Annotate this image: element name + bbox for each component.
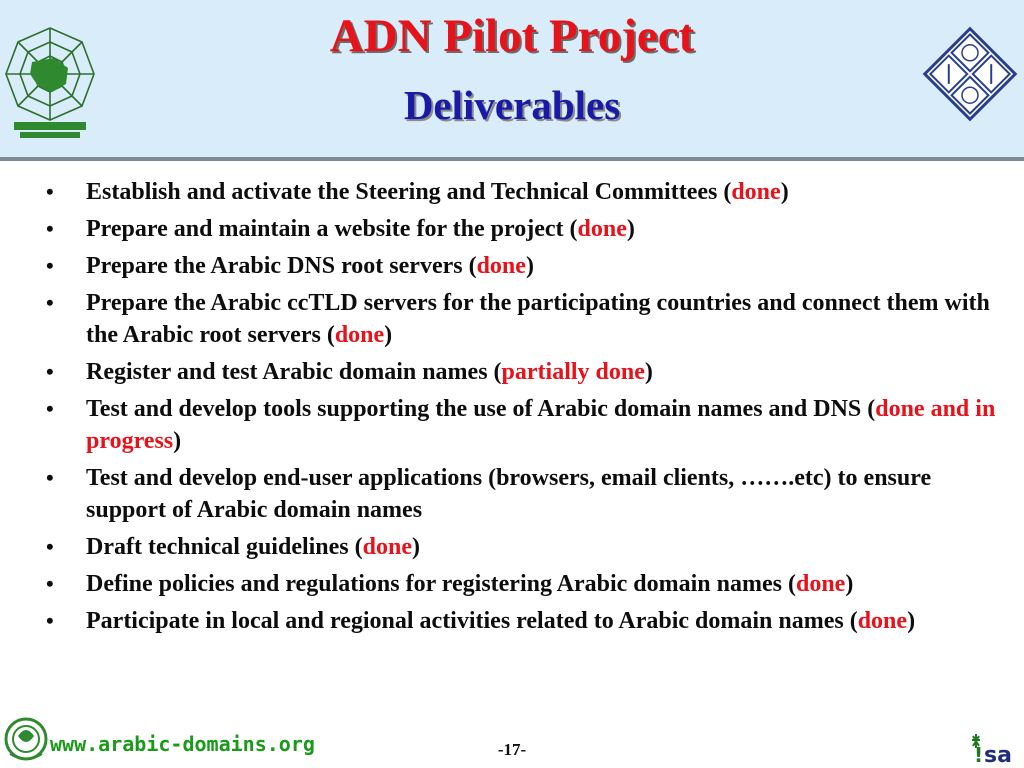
item-tail: ) (412, 534, 420, 560)
slide-subtitle: Deliverables (403, 82, 621, 128)
status-label: done (476, 253, 526, 279)
item-text: Test and develop tools supporting the use of Arabic domain names and DNS ( (86, 396, 876, 422)
bullet-icon: • (46, 179, 54, 204)
status-label: done and in progress (86, 396, 996, 454)
item-text: Establish and activate the Steering and Technical Committees ( (86, 179, 732, 205)
status-label: done (362, 534, 412, 560)
bullet-icon: • (46, 571, 54, 596)
item-tail: ) (626, 216, 635, 242)
svg-text:sa: sa (984, 743, 1012, 766)
slide-title: ADN Pilot Project (329, 10, 695, 62)
status-label: done (731, 179, 781, 205)
list-item (46, 462, 996, 526)
list-item (46, 568, 996, 600)
item-text: Draft technical guidelines ( (86, 534, 363, 560)
bullet-icon: • (46, 253, 54, 278)
svg-text:!: ! (974, 743, 984, 766)
item-text: Define policies and regulations for registering Arabic domain names ( (86, 571, 796, 597)
item-text: Test and develop end-user applications (browsers, email clients, …….etc) to ensure support of Arabic domain names (86, 465, 932, 523)
item-tail: ) (845, 571, 854, 597)
bullet-icon: • (46, 216, 54, 241)
item-text: Prepare the Arabic ccTLD servers for the participating countries and connect them with the Arabic root servers ( (86, 290, 990, 348)
item-text: Participate in local and regional activities related to Arabic domain names ( (86, 608, 858, 634)
list-item (46, 605, 996, 637)
list-item (46, 393, 996, 457)
bullet-icon: • (46, 534, 54, 559)
bullet-icon: • (46, 359, 54, 384)
item-text: Register and test Arabic domain names ( (86, 359, 502, 385)
item-tail: ) (907, 608, 916, 634)
list-item (46, 176, 996, 208)
list-item (46, 531, 996, 563)
list-item (46, 213, 996, 245)
item-text: Prepare and maintain a website for the project ( (86, 216, 578, 242)
isa-brand-logo (970, 730, 1022, 766)
item-tail: ) (780, 179, 789, 205)
bullet-icon: • (46, 290, 54, 315)
item-tail: ) (384, 322, 393, 348)
list-item (46, 356, 996, 388)
item-tail: ) (644, 359, 653, 385)
bullet-icon: • (46, 465, 54, 490)
page-number: -17- (497, 740, 527, 759)
status-label: done (857, 608, 908, 634)
website-link[interactable]: www.arabic-domains.org (50, 732, 315, 756)
status-label: done (795, 571, 846, 597)
header-divider (0, 157, 1024, 161)
bullet-icon: • (46, 608, 54, 633)
item-tail: ) (525, 253, 534, 279)
list-item (46, 250, 996, 282)
item-tail: ) (173, 428, 182, 454)
status-label: partially done (501, 359, 645, 385)
list-item (46, 287, 996, 351)
item-text: Prepare the Arabic DNS root servers ( (86, 253, 477, 279)
deliverables-list (46, 176, 996, 642)
bullet-icon: • (46, 396, 54, 421)
status-label: done (334, 322, 385, 348)
status-label: done (577, 216, 627, 242)
